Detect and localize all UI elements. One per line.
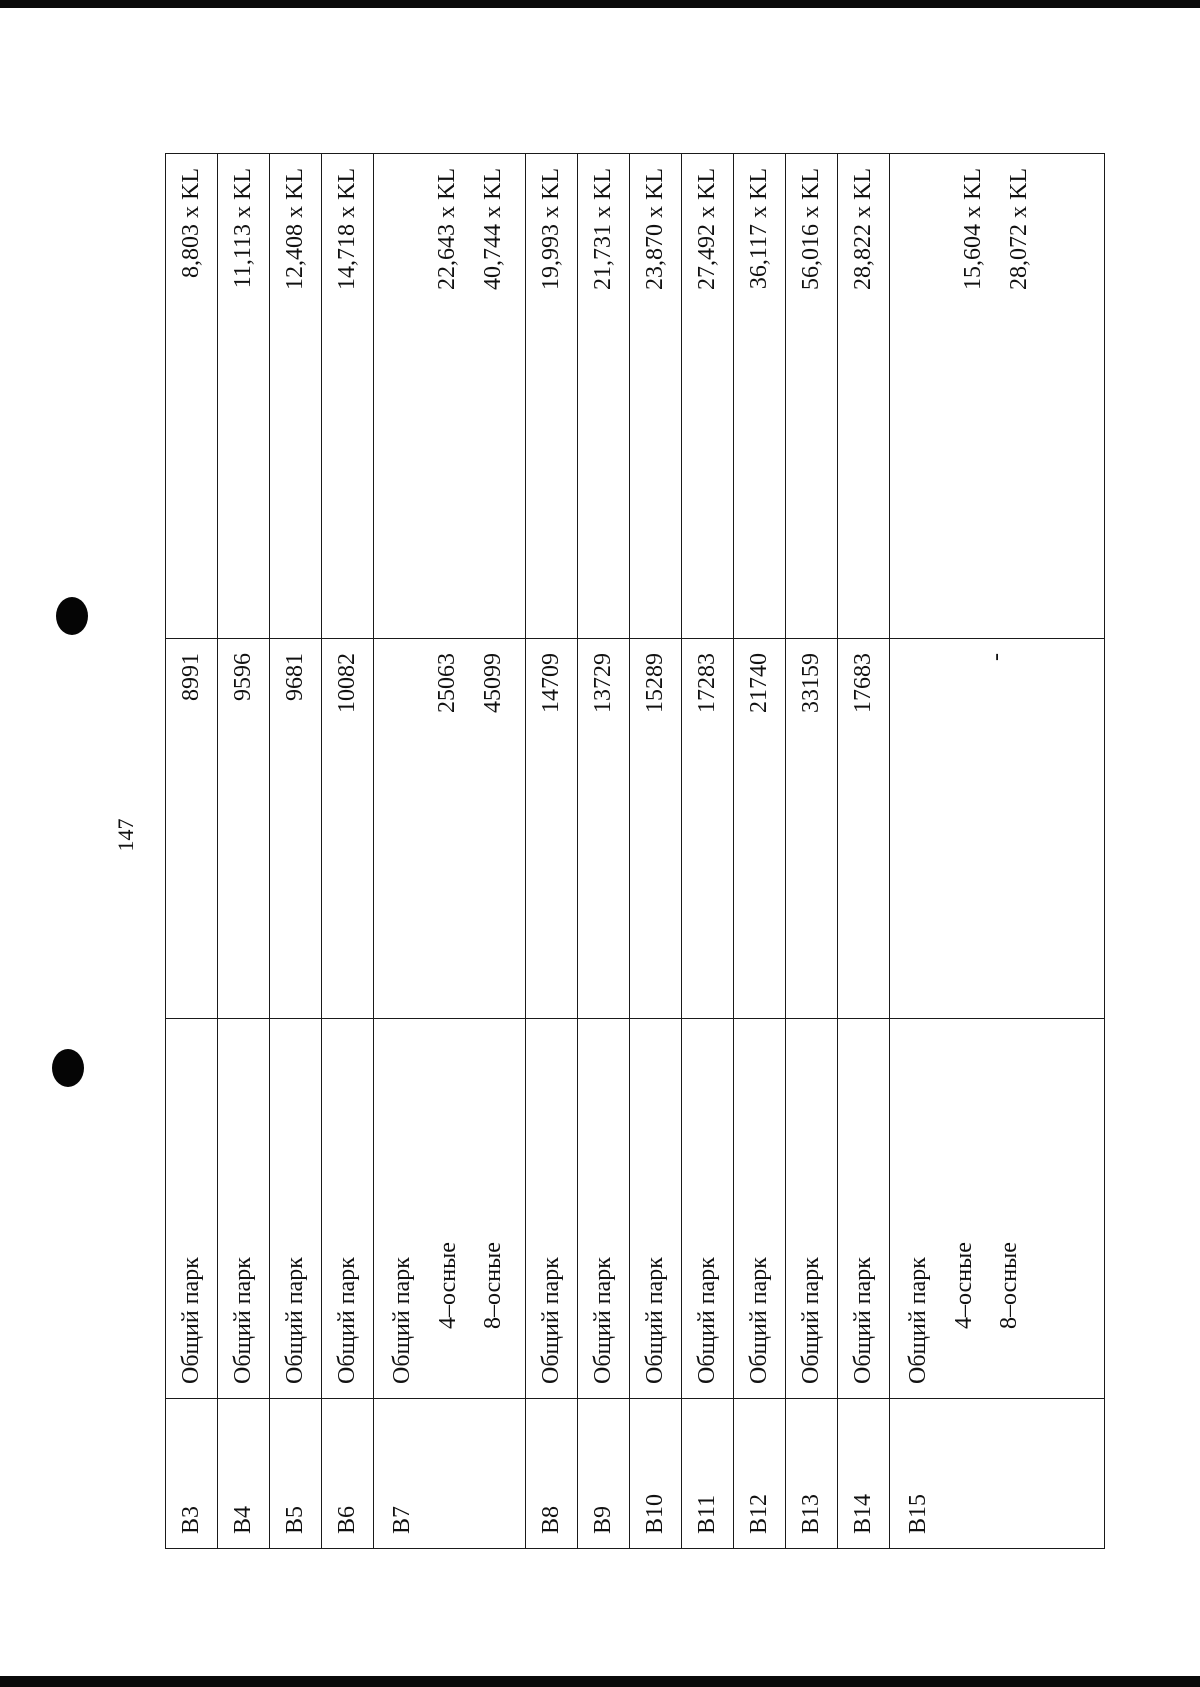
row-type: Общий парк <box>905 1257 931 1384</box>
table-row <box>578 154 630 1549</box>
sub-label: 8–осные <box>996 1242 1023 1329</box>
row-type: Общий парк <box>166 1019 218 1399</box>
row-code: B9 <box>578 1399 630 1549</box>
spacer <box>380 653 425 1004</box>
sub-formula: 15,604 x KL <box>960 168 987 290</box>
row-value: 10082 <box>322 639 374 1019</box>
row-formula: 12,408 x KL <box>270 154 322 639</box>
table-row <box>682 154 734 1549</box>
row-formula: 19,993 x KL <box>526 154 578 639</box>
row-formula: 56,016 x KL <box>786 154 838 639</box>
row-type: Общий парк <box>270 1019 322 1399</box>
row-code: B5 <box>270 1399 322 1549</box>
row-type: Общий парк <box>578 1019 630 1399</box>
row-code: B10 <box>630 1399 682 1549</box>
table-row <box>374 154 526 1549</box>
row-value: 33159 <box>786 639 838 1019</box>
row-code: B14 <box>838 1399 890 1549</box>
sub-formula: 40,744 x KL <box>479 168 506 290</box>
table-container <box>165 154 1105 1549</box>
row-value: 17683 <box>838 639 890 1019</box>
table-row <box>890 154 1105 1549</box>
sub-value: 25063 <box>434 653 460 713</box>
row-formula-group <box>374 154 526 639</box>
table-row <box>526 154 578 1549</box>
row-type: Общий парк <box>682 1019 734 1399</box>
rotated-table-frame <box>165 154 1105 1549</box>
table-row <box>838 154 890 1549</box>
spacer <box>380 168 425 624</box>
row-formula: 23,870 x KL <box>630 154 682 639</box>
row-formula: 36,117 x KL <box>734 154 786 639</box>
row-type-group <box>374 1019 526 1399</box>
row-formula: 14,718 x KL <box>322 154 374 639</box>
row-value <box>890 639 1105 1019</box>
row-code: B12 <box>734 1399 786 1549</box>
row-type: Общий парк <box>218 1019 270 1399</box>
row-formula: 21,731 x KL <box>578 154 630 639</box>
table-row <box>786 154 838 1549</box>
row-code: B7 <box>374 1399 526 1549</box>
row-code: B6 <box>322 1399 374 1549</box>
row-code: B4 <box>218 1399 270 1549</box>
row-value: 21740 <box>734 639 786 1019</box>
row-type: Общий парк <box>322 1019 374 1399</box>
row-value: 9681 <box>270 639 322 1019</box>
table-row <box>166 154 218 1549</box>
row-value: 15289 <box>630 639 682 1019</box>
sub-label: 4–осные <box>950 1242 977 1329</box>
data-table <box>165 153 1105 1549</box>
row-type: Общий парк <box>526 1019 578 1399</box>
table-row <box>322 154 374 1549</box>
row-code: B3 <box>166 1399 218 1549</box>
table-row <box>630 154 682 1549</box>
row-code: B13 <box>786 1399 838 1549</box>
row-formula: 28,822 x KL <box>838 154 890 639</box>
row-formula-group <box>890 154 1105 639</box>
punch-hole <box>56 597 88 635</box>
row-formula: 11,113 x KL <box>218 154 270 639</box>
row-code: B11 <box>682 1399 734 1549</box>
row-code: B15 <box>890 1399 1105 1549</box>
sub-formula: 28,072 x KL <box>1006 168 1032 290</box>
row-type: Общий парк <box>734 1019 786 1399</box>
row-value: 14709 <box>526 639 578 1019</box>
row-value: 8991 <box>166 639 218 1019</box>
table-row <box>270 154 322 1549</box>
row-type: Общий парк <box>389 1257 415 1384</box>
row-formula: 27,492 x KL <box>682 154 734 639</box>
scan-border-bottom <box>0 1676 1200 1687</box>
punch-hole <box>52 1049 84 1087</box>
row-formula: 8,803 x KL <box>166 154 218 639</box>
row-type: Общий парк <box>630 1019 682 1399</box>
row-type: Общий парк <box>786 1019 838 1399</box>
row-value-dash: - <box>983 653 1010 661</box>
sub-label: 8–осные <box>480 1242 507 1329</box>
table-row <box>218 154 270 1549</box>
sub-label: 4–осные <box>434 1242 461 1329</box>
row-code: B8 <box>526 1399 578 1549</box>
scan-border-top <box>0 0 1200 8</box>
sub-value: 45099 <box>479 653 506 713</box>
row-value: 9596 <box>218 639 270 1019</box>
page-number: 147 <box>113 818 138 852</box>
row-value: 13729 <box>578 639 630 1019</box>
sub-formula: 22,643 x KL <box>434 168 460 290</box>
table-row <box>734 154 786 1549</box>
row-type-group <box>890 1019 1105 1399</box>
row-value-group <box>374 639 526 1019</box>
row-value: 17283 <box>682 639 734 1019</box>
row-type: Общий парк <box>838 1019 890 1399</box>
